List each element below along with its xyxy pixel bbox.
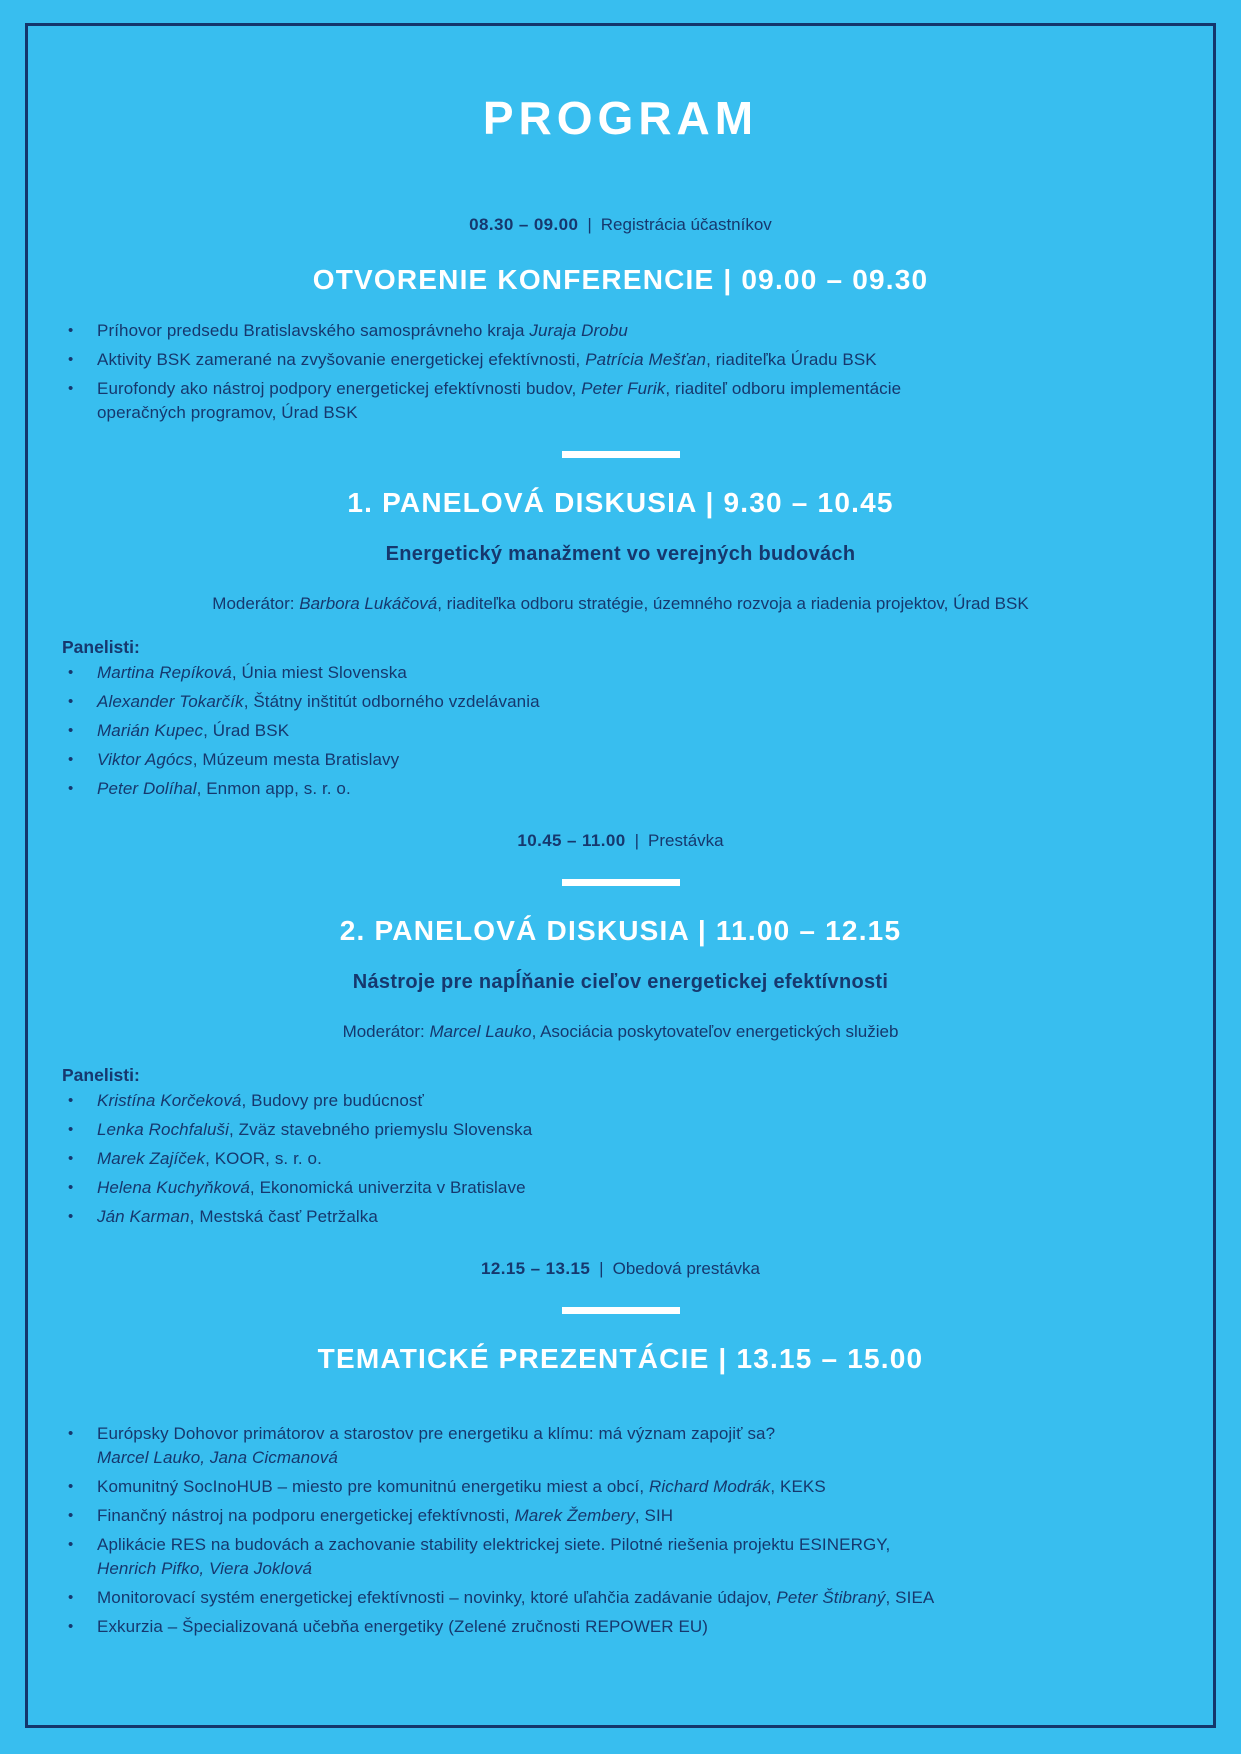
list-item bbox=[62, 1586, 1199, 1610]
section-divider bbox=[562, 879, 680, 886]
panel2-panelists-label: Panelisti: bbox=[62, 1065, 140, 1085]
list-item bbox=[62, 348, 1199, 372]
list-item bbox=[62, 377, 1199, 425]
break-line bbox=[0, 829, 1241, 853]
list-item bbox=[62, 748, 1199, 772]
bullet-text: Komunitný SocInoHUB – miesto pre komunitnú energetiku miest a obcí, bbox=[97, 1477, 650, 1496]
pipe-separator: | bbox=[634, 831, 640, 850]
registration-label: Registrácia účastníkov bbox=[600, 215, 772, 234]
speaker-name: Patrícia Mešťan bbox=[585, 350, 707, 369]
speaker-org: , Zväz stavebného priemyslu Slovenska bbox=[229, 1120, 533, 1139]
opening-bullet-list bbox=[62, 319, 1199, 425]
speaker-org: , Budovy pre budúcnosť bbox=[241, 1091, 424, 1110]
list-item bbox=[62, 661, 1199, 685]
bullet-text: Aplikácie RES na budovách a zachovanie stability elektrickej siete. Pilotné riešenia projektu ESINERGY, bbox=[97, 1535, 891, 1554]
break-time: 10.45 – 11.00 bbox=[517, 831, 626, 850]
list-item bbox=[62, 1504, 1199, 1528]
bullet-text: , riaditeľka Úradu BSK bbox=[706, 350, 877, 369]
panel1-panelists-label: Panelisti: bbox=[62, 637, 140, 657]
list-item bbox=[62, 319, 1199, 343]
presentations-bullet-list bbox=[62, 1422, 1199, 1639]
speaker-name: Richard Modrák bbox=[649, 1477, 771, 1496]
panel2-moderator-line bbox=[40, 1020, 1201, 1044]
speaker-name: Alexander Tokarčík bbox=[97, 692, 244, 711]
bullet-text: Príhovor predsedu Bratislavského samosprávneho kraja bbox=[97, 321, 530, 340]
registration-time: 08.30 – 09.00 bbox=[469, 215, 579, 234]
speaker-name: Lenka Rochfaluši bbox=[97, 1120, 230, 1139]
panel1-panelist-list bbox=[62, 661, 1199, 801]
moderator-name: Barbora Lukáčová bbox=[299, 594, 438, 613]
moderator-role: , Asociácia poskytovateľov energetických služieb bbox=[531, 1022, 899, 1041]
presentations-heading: TEMATICKÉ PREZENTÁCIE | 13.15 – 15.00 bbox=[317, 1343, 924, 1374]
speaker-org: , Múzeum mesta Bratislavy bbox=[192, 750, 400, 769]
speaker-org: , Ekonomická univerzita v Bratislave bbox=[249, 1178, 526, 1197]
list-item bbox=[62, 1422, 1199, 1470]
panel2-heading: 2. PANELOVÁ DISKUSIA | 11.00 – 12.15 bbox=[339, 915, 902, 946]
panel1-heading: 1. PANELOVÁ DISKUSIA | 9.30 – 10.45 bbox=[347, 487, 894, 518]
bullet-text: operačných programov, Úrad BSK bbox=[97, 403, 358, 422]
break-label: Obedová prestávka bbox=[612, 1259, 761, 1278]
pipe-separator: | bbox=[599, 1259, 604, 1278]
list-item bbox=[62, 1089, 1199, 1113]
break-label: Prestávka bbox=[648, 831, 724, 850]
panel1-subtitle: Energetický manažment vo verejných budovách bbox=[385, 543, 856, 565]
speaker-name: Marcel Lauko, Jana Cicmanová bbox=[97, 1448, 338, 1467]
speaker-org: , Enmon app, s. r. o. bbox=[196, 779, 351, 798]
speaker-name: Kristína Korčeková bbox=[97, 1091, 242, 1110]
moderator-role: , riaditeľka odboru stratégie, územného rozvoja a riadenia projektov, Úrad BSK bbox=[437, 594, 1029, 613]
pipe-separator: | bbox=[587, 215, 592, 234]
panel1-moderator-line bbox=[40, 592, 1201, 616]
speaker-name: Marián Kupec bbox=[97, 721, 204, 740]
list-item bbox=[62, 1475, 1199, 1499]
list-item bbox=[62, 1147, 1199, 1171]
speaker-org: , Úrad BSK bbox=[203, 721, 290, 740]
speaker-name: Marek Zajíček bbox=[97, 1149, 206, 1168]
moderator-label: Moderátor: bbox=[342, 1022, 430, 1041]
list-item bbox=[62, 1176, 1199, 1200]
lunch-break-line bbox=[0, 1257, 1241, 1281]
speaker-name: Ján Karman bbox=[97, 1207, 190, 1226]
bullet-text: Európsky Dohovor primátorov a starostov pre energetiku a klímu: má význam zapojiť sa? bbox=[97, 1424, 776, 1443]
panel2-subtitle: Nástroje pre napĺňanie cieľov energetickej efektívnosti bbox=[352, 971, 889, 993]
section-divider bbox=[562, 1307, 680, 1314]
speaker-name: Peter Dolíhal bbox=[97, 779, 197, 798]
list-item bbox=[62, 1205, 1199, 1229]
list-item bbox=[62, 1615, 1199, 1639]
page-title: PROGRAM bbox=[482, 92, 759, 144]
bullet-text: , KEKS bbox=[770, 1477, 826, 1496]
bullet-text: Aktivity BSK zamerané na zvyšovanie energetickej efektívnosti, bbox=[97, 350, 586, 369]
list-item bbox=[62, 1118, 1199, 1142]
speaker-name: Martina Repíková bbox=[97, 663, 232, 682]
opening-section-heading: OTVORENIE KONFERENCIE | 09.00 – 09.30 bbox=[312, 264, 929, 295]
registration-line bbox=[0, 213, 1241, 237]
bullet-text: , SIEA bbox=[885, 1588, 935, 1607]
bullet-text: Exkurzia – Špecializovaná učebňa energetiky (Zelené zručnosti REPOWER EU) bbox=[97, 1617, 709, 1636]
speaker-name: Peter Štibraný bbox=[776, 1588, 886, 1607]
moderator-name: Marcel Lauko bbox=[429, 1022, 532, 1041]
speaker-name: Henrich Pifko, Viera Joklová bbox=[97, 1559, 313, 1578]
bullet-text: , riaditeľ odboru implementácie bbox=[665, 379, 902, 398]
list-item bbox=[62, 1533, 1199, 1581]
section-divider bbox=[562, 451, 680, 458]
speaker-org: , KOOR, s. r. o. bbox=[205, 1149, 322, 1168]
speaker-org: , Únia miest Slovenska bbox=[231, 663, 407, 682]
bullet-text: Monitorovací systém energetickej efektívnosti – novinky, ktoré uľahčia zadávanie údajov, bbox=[97, 1588, 777, 1607]
list-item bbox=[62, 690, 1199, 714]
moderator-label: Moderátor: bbox=[212, 594, 300, 613]
speaker-name: Viktor Agócs bbox=[97, 750, 193, 769]
speaker-name: Helena Kuchyňková bbox=[97, 1178, 250, 1197]
speaker-name: Marek Žembery bbox=[514, 1506, 635, 1525]
speaker-name: Juraja Drobu bbox=[529, 321, 628, 340]
speaker-org: , Mestská časť Petržalka bbox=[189, 1207, 378, 1226]
speaker-org: , Štátny inštitút odborného vzdelávania bbox=[243, 692, 540, 711]
list-item bbox=[62, 719, 1199, 743]
bullet-text: Finančný nástroj na podporu energetickej efektívnosti, bbox=[97, 1506, 515, 1525]
panel2-panelist-list bbox=[62, 1089, 1199, 1229]
break-time: 12.15 – 13.15 bbox=[480, 1259, 591, 1278]
bullet-text: , SIH bbox=[634, 1506, 674, 1525]
speaker-name: Peter Furik bbox=[581, 379, 666, 398]
list-item bbox=[62, 777, 1199, 801]
bullet-text: Eurofondy ako nástroj podpory energetickej efektívnosti budov, bbox=[97, 379, 582, 398]
